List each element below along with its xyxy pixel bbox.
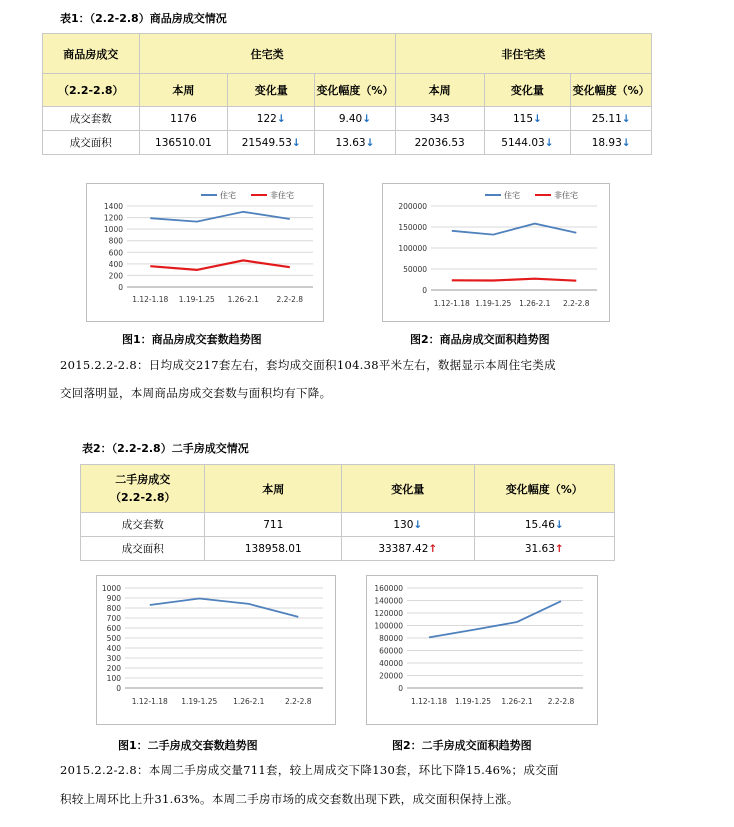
x-tick-label: 1.19-1.25: [475, 299, 512, 308]
y-tick-label: 120000: [374, 609, 403, 618]
table2-row-label: 成交套数: [81, 513, 205, 537]
y-tick-label: 60000: [379, 646, 403, 656]
arrow-down-icon: ↓: [533, 112, 542, 125]
y-tick-label: 160000: [374, 584, 403, 593]
table2-col-pct: 变化幅度（%）: [474, 465, 614, 513]
table2-cell: 711: [205, 513, 342, 537]
y-tick-label: 0: [116, 684, 121, 693]
y-tick-label: 100000: [374, 621, 403, 631]
chart-4-caption: 图2：二手房成交面积趋势图: [392, 739, 532, 752]
chart-2-box: [382, 183, 610, 322]
table2-col-change: 变化量: [342, 465, 475, 513]
y-tick-label: 300: [106, 654, 121, 663]
table1-col-non-change: 变化量: [484, 74, 571, 107]
y-tick-label: 1200: [103, 213, 123, 223]
table2-row-label: 成交面积: [81, 537, 205, 561]
y-tick-label: 0: [398, 684, 403, 693]
y-tick-label: 140000: [374, 596, 403, 606]
x-tick-label: 1.26-2.1: [519, 299, 551, 308]
y-tick-label: 900: [106, 594, 121, 603]
table2-cell: 130↓: [342, 513, 475, 537]
table1-cell: 343: [395, 107, 484, 131]
table2-corner-top: 二手房成交: [115, 472, 171, 486]
arrow-down-icon: ↓: [362, 112, 372, 125]
x-tick-label: 1.26-2.1: [233, 697, 265, 706]
arrow-up-icon: ↑: [554, 542, 564, 555]
table1-cell: 21549.53↓: [228, 131, 315, 155]
y-tick-label: 100000: [398, 244, 427, 253]
y-tick-label: 600: [106, 624, 121, 633]
arrow-down-icon: ↓: [621, 136, 631, 149]
table2-cell: 138958.01: [205, 537, 342, 561]
table1-cell: 18.93↓: [571, 131, 652, 155]
paragraph-1-line-2: 交回落明显，本周商品房成交套数与面积均有下降。: [60, 386, 332, 400]
table1-row-label: 成交面积: [43, 131, 140, 155]
legend-label: 非住宅: [554, 191, 578, 200]
table1-group-nonresidential: 非住宅类: [395, 34, 651, 74]
table1-cell: 9.40↓: [315, 107, 396, 131]
y-tick-label: 40000: [379, 659, 403, 668]
table1-cell: 136510.01: [139, 131, 228, 155]
table2-title: 表2：（2.2-2.8）二手房成交情况: [82, 442, 249, 455]
y-tick-label: 1400: [103, 202, 123, 211]
x-tick-label: 2.2-2.8: [547, 697, 575, 706]
series-line-0: [429, 601, 561, 637]
table2-col-week: 本周: [205, 465, 342, 513]
x-tick-label: 2.2-2.8: [284, 697, 312, 706]
x-tick-label: 1.26-2.1: [227, 295, 259, 304]
x-tick-label: 1.12-1.18: [410, 697, 448, 706]
table2-cell: 33387.42↑: [342, 537, 475, 561]
series-line-1: [150, 260, 289, 270]
table1-cell: 22036.53: [395, 131, 484, 155]
arrow-down-icon: ↓: [291, 136, 301, 149]
table1-cell: 122↓: [228, 107, 315, 131]
y-tick-label: 150000: [398, 223, 427, 232]
y-tick-label: 800: [108, 236, 123, 246]
table1: [42, 33, 652, 155]
table1-cell: 115↓: [484, 107, 571, 131]
table2-corner-bottom: （2.2-2.8）: [109, 490, 176, 504]
y-tick-label: 400: [108, 259, 123, 269]
y-tick-label: 400: [106, 644, 121, 653]
series-line-0: [150, 212, 289, 222]
y-tick-label: 200000: [398, 202, 427, 211]
x-tick-label: 2.2-2.8: [276, 295, 304, 304]
legend-label: 住宅: [504, 191, 520, 200]
y-tick-label: 20000: [379, 671, 403, 681]
arrow-up-icon: ↑: [428, 542, 438, 555]
y-tick-label: 80000: [379, 634, 403, 643]
table-row: [81, 537, 615, 561]
table1-cell: 5144.03↓: [484, 131, 571, 155]
table1-cell: 25.11↓: [571, 107, 652, 131]
table1-col-res-pct: 变化幅度（%）: [315, 74, 396, 107]
chart-3-caption: 图1：二手房成交套数趋势图: [118, 739, 258, 752]
table1-col-res-change: 变化量: [228, 74, 315, 107]
table1-cell: 1176: [139, 107, 228, 131]
x-tick-label: 1.19-1.25: [454, 697, 492, 706]
arrow-down-icon: ↓: [276, 112, 286, 125]
x-tick-label: 1.19-1.25: [181, 697, 218, 706]
chart-3-secondhand-units: [97, 576, 335, 724]
legend-label: 住宅: [220, 191, 236, 200]
table2-cell: 31.63↑: [474, 537, 614, 561]
y-tick-label: 100: [106, 674, 121, 683]
table1-corner-top: 商品房成交: [43, 34, 140, 74]
chart-2-residential-area: [383, 184, 609, 321]
table1-corner-bottom: （2.2-2.8）: [43, 74, 140, 107]
table1-col-res-week: 本周: [139, 74, 228, 107]
x-tick-label: 1.26-2.1: [501, 697, 533, 706]
y-tick-label: 200: [106, 664, 121, 673]
chart-1-caption: 图1：商品房成交套数趋势图: [122, 333, 262, 346]
table2-cell: 15.46↓: [474, 513, 614, 537]
y-tick-label: 500: [106, 634, 121, 643]
y-tick-label: 600: [108, 248, 123, 258]
arrow-down-icon: ↓: [544, 136, 554, 149]
x-tick-label: 1.19-1.25: [178, 295, 215, 304]
paragraph-2-line-2: 积较上周环比上升31.63%。本周二手房市场的成交套数出现下跌，成交面积保持上涨。: [60, 792, 519, 806]
chart-1-residential-units: [87, 184, 323, 321]
x-tick-label: 1.12-1.18: [131, 697, 168, 706]
chart-4-secondhand-area: [367, 576, 597, 724]
chart-4-box: [366, 575, 598, 725]
table1-title: 表1：（2.2-2.8）商品房成交情况: [60, 12, 227, 25]
y-tick-label: 0: [422, 286, 427, 295]
y-tick-label: 0: [118, 283, 123, 292]
legend-label: 非住宅: [270, 191, 294, 200]
series-line-0: [452, 224, 577, 235]
arrow-down-icon: ↓: [413, 518, 423, 531]
y-tick-label: 1000: [103, 225, 123, 235]
chart-3-box: [96, 575, 336, 725]
arrow-down-icon: ↓: [365, 136, 375, 149]
table1-row-label: 成交套数: [43, 107, 140, 131]
chart-1-box: [86, 183, 324, 322]
x-tick-label: 1.12-1.18: [433, 299, 470, 308]
table-row: [81, 513, 615, 537]
arrow-down-icon: ↓: [621, 112, 631, 125]
paragraph-2-line-1: 2015.2.2-2.8：本周二手房成交量711套，较上周成交下降130套，环比下降15.46%；成交面: [60, 763, 559, 777]
table-row: [43, 107, 652, 131]
table1-col-non-pct: 变化幅度（%）: [571, 74, 652, 107]
table2-corner: [81, 465, 205, 513]
table1-col-non-week: 本周: [395, 74, 484, 107]
y-tick-label: 1000: [101, 584, 121, 593]
arrow-down-icon: ↓: [554, 518, 564, 531]
y-tick-label: 700: [106, 614, 121, 623]
paragraph-1-line-1: 2015.2.2-2.8：日均成交217套左右，套均成交面积104.38平米左右，数据显示本周住宅类成: [60, 358, 556, 372]
chart-2-caption: 图2：商品房成交面积趋势图: [410, 333, 550, 346]
table-row: [43, 131, 652, 155]
x-tick-label: 1.12-1.18: [132, 295, 169, 304]
x-tick-label: 2.2-2.8: [562, 299, 590, 308]
y-tick-label: 800: [106, 604, 121, 613]
table1-cell: 13.63↓: [315, 131, 396, 155]
series-line-1: [452, 279, 577, 281]
table2: [80, 464, 615, 561]
y-tick-label: 50000: [403, 265, 427, 274]
y-tick-label: 200: [108, 271, 123, 281]
table1-group-residential: 住宅类: [139, 34, 395, 74]
